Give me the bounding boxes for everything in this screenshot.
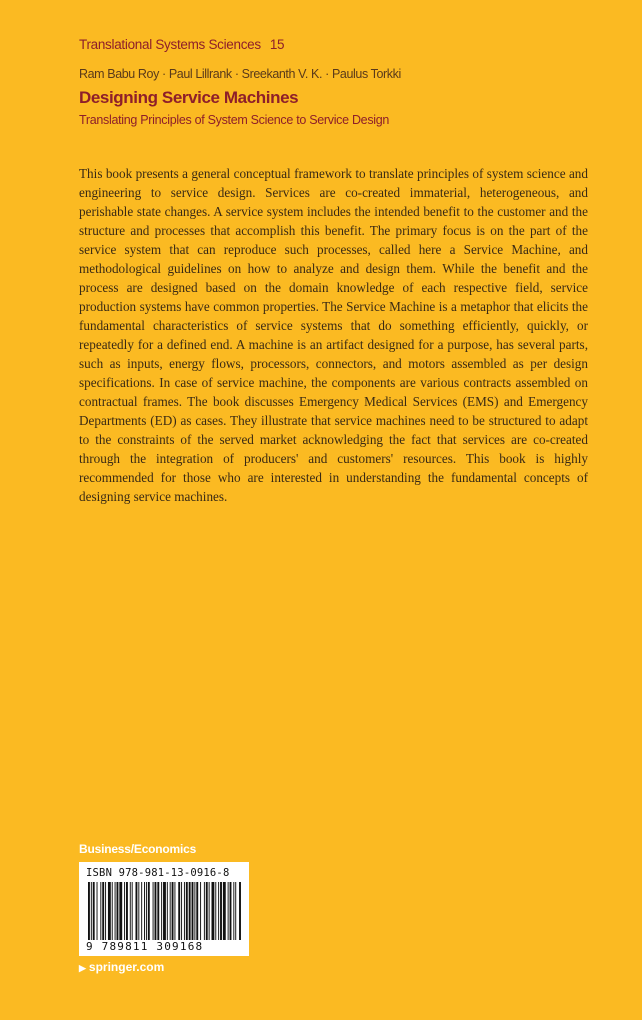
- book-description: This book presents a general conceptual framework to translate principles of system science and engineering to service design. Services are co-created immaterial, heterogeneous, and perishable state changes. A service system includes the intended benefit to the customer and the structure and processes that accomplish this benefit. The primary focus is on the part of the service system that can reproduce such processes, called here a Service Machine, and methodological guidelines on how to analyze and design them. While the benefit and the process are designed based on the domain knowledge of each respective field, service production systems have common properties. The Service Machine is a metaphor that elicits the fundamental characteristics of service systems that do something efficiently, quickly, or repeatedly for a defined end. A machine is an artifact designed for a purpose, has several parts, such as inputs, energy flows, processors, connectors, and motors assembled as per design specifications. In case of service machine, the components are various contracts assembled on contractual frames. The book discusses Emergency Medical Services (EMS) and Emergency Departments (ED) as cases. They illustrate that service machines need to be structured to adapt to the constraints of the served market acknowledging the fact that services are co-created through the integration of producers' and customers' resources. This book is highly recommended for those who are interested in understanding the fundamental concepts of designing service machines.: [79, 166, 588, 504]
- ean-digits: 9 789811 309168: [86, 940, 204, 953]
- series-title: [79, 37, 284, 52]
- barcode-bars: [86, 882, 242, 940]
- subject-category: Business/Economics: [79, 842, 197, 856]
- publisher-link[interactable]: [79, 960, 164, 974]
- isbn-label: ISBN 978-981-13-0916-8: [86, 867, 230, 879]
- series-number: 15: [269, 37, 285, 52]
- authors-line: Ram Babu Roy · Paul Lillrank · Sreekanth V. K. · Paulus Torkki: [79, 67, 401, 81]
- series-name: Translational Systems Sciences: [79, 37, 261, 52]
- book-subtitle: Translating Principles of System Science to Service Design: [79, 113, 390, 127]
- arrow-right-icon: ▶: [79, 963, 86, 973]
- isbn-barcode: [79, 862, 249, 956]
- book-title: Designing Service Machines: [79, 88, 299, 107]
- publisher-link-label: springer.com: [88, 960, 165, 974]
